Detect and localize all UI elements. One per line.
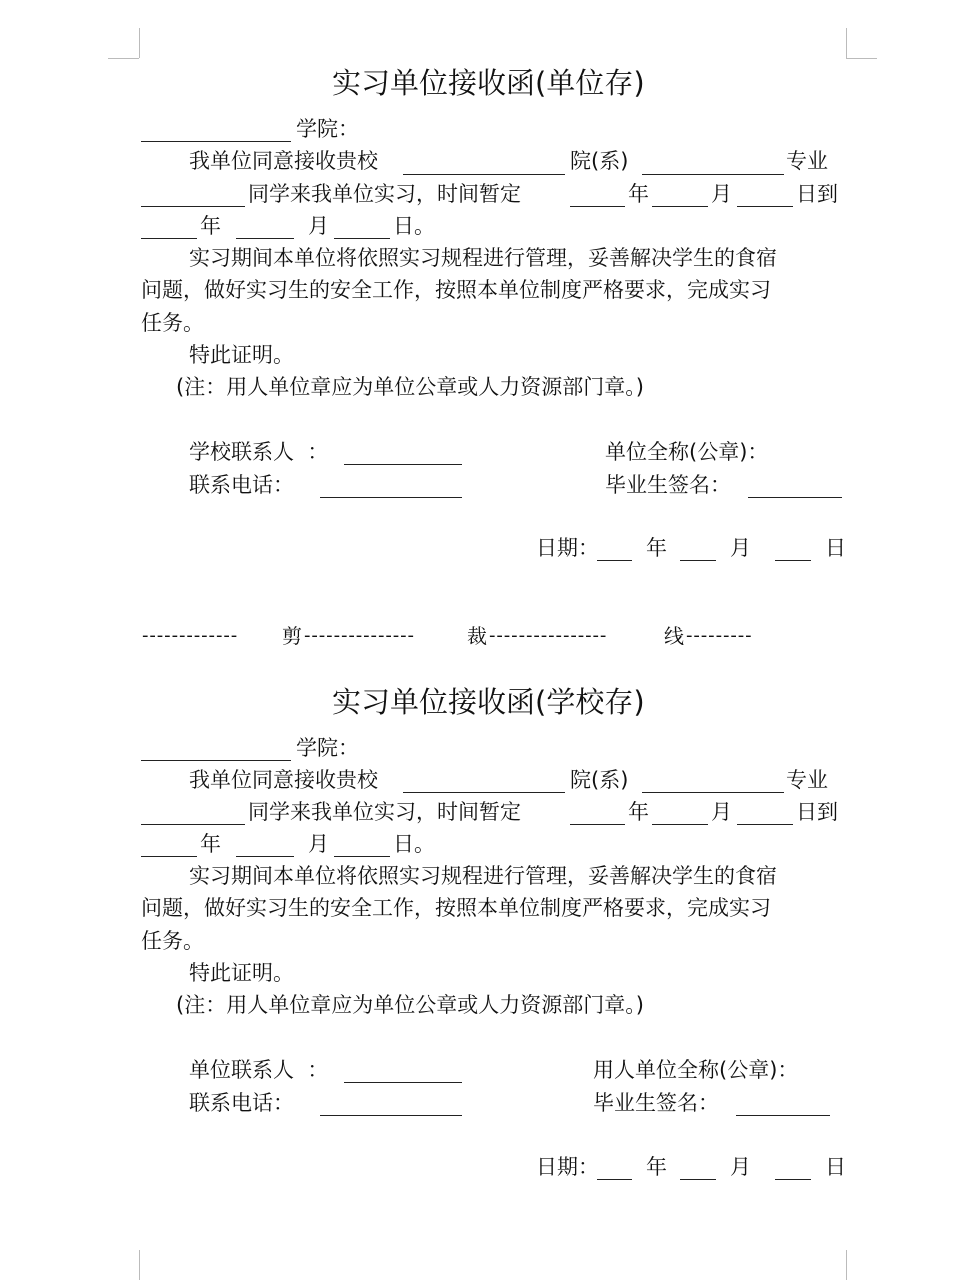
end-year-blank <box>141 856 197 857</box>
paragraph-line-2: 问题，做好实习生的安全工作，按照本单位制度严格要求，完成实习 <box>141 896 771 920</box>
end-month-blank <box>236 238 294 239</box>
cut-line-segment: --------------- <box>304 625 415 646</box>
date-month-label: 月 <box>730 536 751 560</box>
date-year-blank <box>597 560 632 561</box>
date-year-label: 年 <box>646 536 667 560</box>
date-day-label: 日 <box>825 536 846 560</box>
start-year-blank <box>570 206 625 207</box>
paragraph-line-3: 任务。 <box>141 929 204 953</box>
cut-line-char-line: 线 <box>664 624 684 648</box>
start-month-blank <box>652 824 708 825</box>
end-year-label: 年 <box>200 832 221 856</box>
crop-mark-top-right <box>846 28 847 58</box>
unit-fullname-label: 单位全称(公章)： <box>605 440 769 464</box>
college-label: 学院： <box>296 117 359 141</box>
date-day-blank <box>775 1179 811 1180</box>
end-day-label: 日。 <box>393 832 435 856</box>
phone-label: 联系电话： <box>189 1091 294 1115</box>
college-blank <box>141 141 291 142</box>
end-month-blank <box>236 856 294 857</box>
paragraph-line-3: 任务。 <box>141 311 204 335</box>
date-label: 日期： <box>536 536 599 560</box>
date-month-blank <box>680 560 716 561</box>
cut-line-char-cut: 剪 <box>282 624 302 648</box>
cut-line-segment: ------------- <box>142 625 239 646</box>
graduate-sign-blank <box>748 497 842 498</box>
student-blank <box>141 824 245 825</box>
accept-line-prefix: 我单位同意接收贵校 <box>189 149 378 173</box>
school-contact-blank <box>344 464 462 465</box>
major-label: 专业 <box>786 768 828 792</box>
cut-line-segment: --------- <box>686 625 753 646</box>
dept-blank <box>642 174 784 175</box>
end-year-blank <box>141 238 197 239</box>
start-year-blank <box>570 824 625 825</box>
crop-mark-bottom-right <box>846 1250 847 1280</box>
major-label: 专业 <box>786 149 828 173</box>
start-year-label: 年 <box>628 800 649 824</box>
school-blank <box>403 792 565 793</box>
accept-line-prefix: 我单位同意接收贵校 <box>189 768 378 792</box>
start-month-label: 月 <box>711 182 732 206</box>
start-day-blank <box>737 824 793 825</box>
date-day-blank <box>775 560 811 561</box>
college-blank <box>141 760 291 761</box>
school-contact-label: 学校联系人 ： <box>189 440 329 464</box>
phone-blank <box>320 1115 462 1116</box>
unit-contact-blank <box>344 1082 462 1083</box>
unit-contact-label: 单位联系人 ： <box>189 1058 329 1082</box>
employer-fullname-label: 用人单位全称(公章)： <box>593 1058 799 1082</box>
date-year-blank <box>597 1179 632 1180</box>
student-line-text: 同学来我单位实习，时间暂定 <box>248 800 521 824</box>
date-month-label: 月 <box>730 1155 751 1179</box>
certify-text: 特此证明。 <box>189 343 294 367</box>
start-day-blank <box>737 206 793 207</box>
end-day-blank <box>334 238 390 239</box>
note-text: (注：用人单位章应为单位公章或人力资源部门章。) <box>176 993 644 1017</box>
graduate-sign-blank <box>736 1115 830 1116</box>
cut-line-segment: ---------------- <box>489 625 608 646</box>
end-day-blank <box>334 856 390 857</box>
date-month-blank <box>680 1179 716 1180</box>
crop-mark-bottom-left <box>139 1250 140 1280</box>
note-text: (注：用人单位章应为单位公章或人力资源部门章。) <box>176 375 644 399</box>
start-year-label: 年 <box>628 182 649 206</box>
start-month-blank <box>652 206 708 207</box>
date-label: 日期： <box>536 1155 599 1179</box>
certify-text: 特此证明。 <box>189 961 294 985</box>
graduate-sign-label: 毕业生签名： <box>593 1091 719 1115</box>
end-day-label: 日。 <box>393 214 435 238</box>
dept-blank <box>642 792 784 793</box>
start-day-label: 日到 <box>796 800 838 824</box>
phone-label: 联系电话： <box>189 473 294 497</box>
end-month-label: 月 <box>308 214 329 238</box>
page-title: 实习单位接收函(单位存) <box>332 66 645 100</box>
paragraph-line-1: 实习期间本单位将依照实习规程进行管理，妥善解决学生的食宿 <box>189 246 777 270</box>
college-label: 学院： <box>296 736 359 760</box>
end-year-label: 年 <box>200 214 221 238</box>
student-blank <box>141 206 245 207</box>
start-day-label: 日到 <box>796 182 838 206</box>
page-title: 实习单位接收函(学校存) <box>332 685 645 719</box>
dept-label: 院(系) <box>570 768 629 792</box>
crop-mark-top-right-h <box>846 58 877 59</box>
cut-line-char-trim: 裁 <box>467 624 487 648</box>
end-month-label: 月 <box>308 832 329 856</box>
phone-blank <box>320 497 462 498</box>
crop-mark-top-left <box>139 28 140 58</box>
paragraph-line-2: 问题，做好实习生的安全工作，按照本单位制度严格要求，完成实习 <box>141 278 771 302</box>
start-month-label: 月 <box>711 800 732 824</box>
student-line-text: 同学来我单位实习，时间暂定 <box>248 182 521 206</box>
dept-label: 院(系) <box>570 149 629 173</box>
paragraph-line-1: 实习期间本单位将依照实习规程进行管理，妥善解决学生的食宿 <box>189 864 777 888</box>
date-day-label: 日 <box>825 1155 846 1179</box>
graduate-sign-label: 毕业生签名： <box>605 473 731 497</box>
crop-mark-top-left-h <box>108 58 139 59</box>
date-year-label: 年 <box>646 1155 667 1179</box>
school-blank <box>403 174 565 175</box>
